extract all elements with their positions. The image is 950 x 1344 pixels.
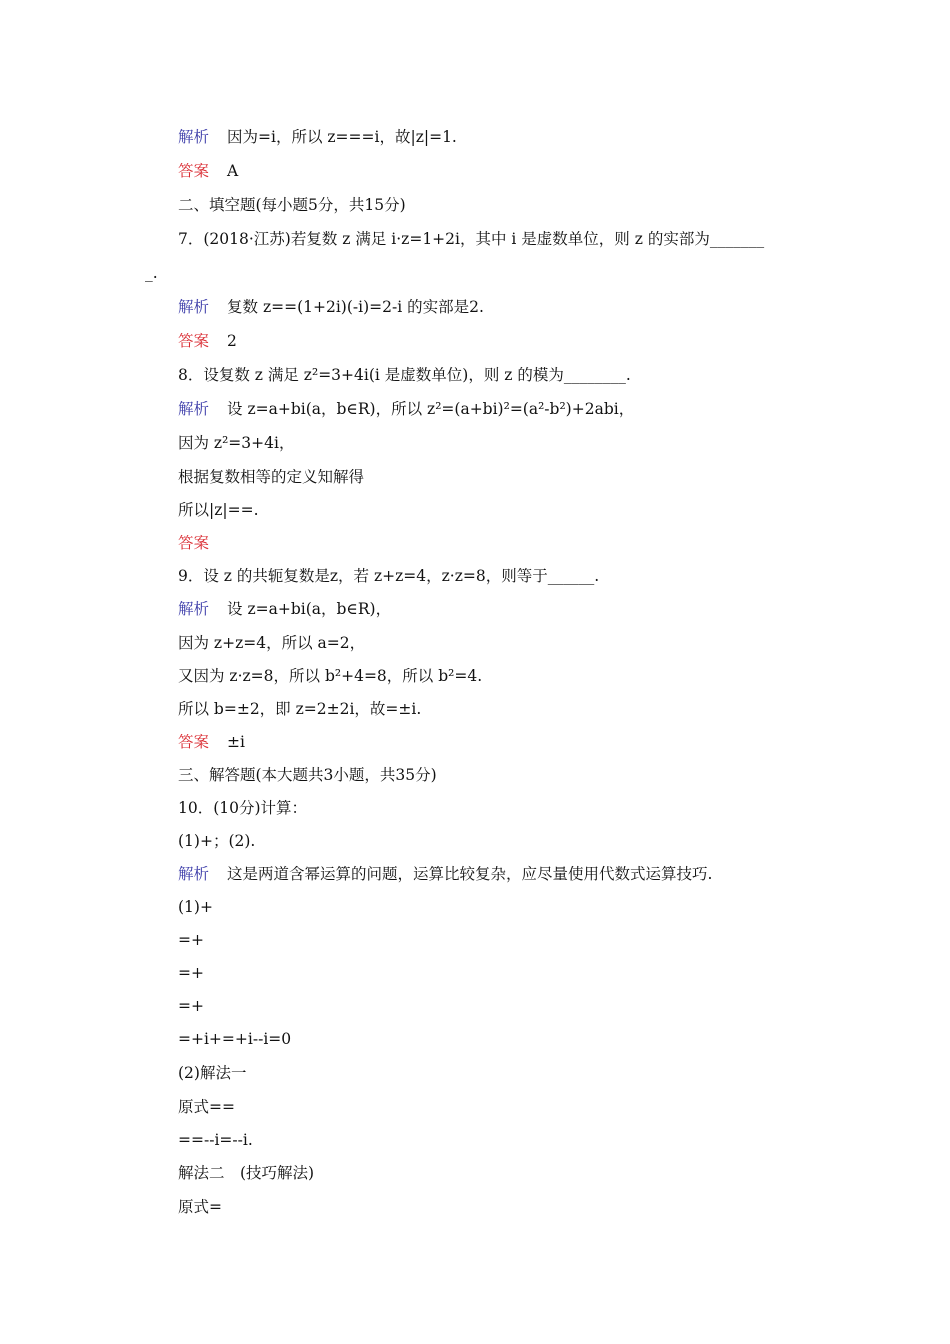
answer-line-1: 答案 A xyxy=(178,162,239,180)
analysis-text: 所以|z|==. xyxy=(178,501,259,519)
answer-line-7: 答案 2 xyxy=(178,332,237,350)
answer-tag: 答案 xyxy=(178,733,210,751)
solution-step: (1)+ xyxy=(178,898,213,916)
question-10: 10．(10分)计算： xyxy=(178,799,308,817)
answer-line-8 xyxy=(178,533,227,553)
solution-step: (2)解法一 xyxy=(178,1064,247,1082)
analysis-tag: 解析 xyxy=(178,600,210,618)
solution-step: =+ xyxy=(178,931,204,949)
solution-step: 原式= xyxy=(178,1198,222,1216)
answer-line-9: 答案 ±i xyxy=(178,733,245,751)
analysis-text: 因为 z²=3+4i， xyxy=(178,434,295,452)
question-8: 8．设复数 z 满足 z²=3+4i(i 是虚数单位)，则 z 的模为________. xyxy=(178,366,631,384)
answer-tag: 答案 xyxy=(178,332,210,350)
solution-step: 解法二 (技巧解法) xyxy=(178,1164,315,1182)
analysis-text: 根据复数相等的定义知解得 xyxy=(178,468,365,486)
analysis-line-1: 解析 因为=i，所以 z===i，故|z|=1. xyxy=(178,128,457,146)
analysis-line-8: 解析 设 z=a+bi(a，b∈R)，所以 z²=(a+bi)²=(a²-b²)+2abi， xyxy=(178,400,635,418)
analysis-tag: 解析 xyxy=(178,865,210,883)
section-heading-solve: 三、解答题(本大题共3小题，共35分) xyxy=(178,766,437,784)
question-9: 9．设 z 的共轭复数是z，若 z+z=4，z·z=8，则等于______. xyxy=(178,567,600,585)
analysis-text: 所以 b=±2，即 z=2±2i，故=±i. xyxy=(178,700,422,718)
analysis-line-9: 解析 设 z=a+bi(a，b∈R)， xyxy=(178,600,392,618)
analysis-line-7: 解析 复数 z==(1+2i)(-i)=2-i 的实部是2. xyxy=(178,298,484,316)
question-7-continued: _. xyxy=(145,264,158,282)
section-heading-fill: 二、填空题(每小题5分，共15分) xyxy=(178,196,406,214)
solution-step: 原式== xyxy=(178,1098,235,1116)
analysis-tag: 解析 xyxy=(178,298,210,316)
solution-step: =+ xyxy=(178,964,204,982)
solution-step: =+ xyxy=(178,997,204,1015)
analysis-tag: 解析 xyxy=(178,128,210,146)
question-7: 7．(2018·江苏)若复数 z 满足 i·z=1+2i，其中 i 是虚数单位，则 z 的实部为_______ xyxy=(178,230,765,248)
answer-tag: 答案 xyxy=(178,534,210,552)
question-10-parts: (1)+；(2). xyxy=(178,832,256,850)
solution-step: ==--i=--i. xyxy=(178,1131,253,1149)
analysis-text: 又因为 z·z=8，所以 b²+4=8，所以 b²=4. xyxy=(178,667,483,685)
analysis-tag: 解析 xyxy=(178,400,210,418)
analysis-text: 因为 z+z=4，所以 a=2， xyxy=(178,634,366,652)
analysis-line-10: 解析 这是两道含幂运算的问题，运算比较复杂，应尽量使用代数式运算技巧. xyxy=(178,865,713,883)
answer-tag: 答案 xyxy=(178,162,210,180)
solution-step: =+i+=+i--i=0 xyxy=(178,1030,292,1048)
